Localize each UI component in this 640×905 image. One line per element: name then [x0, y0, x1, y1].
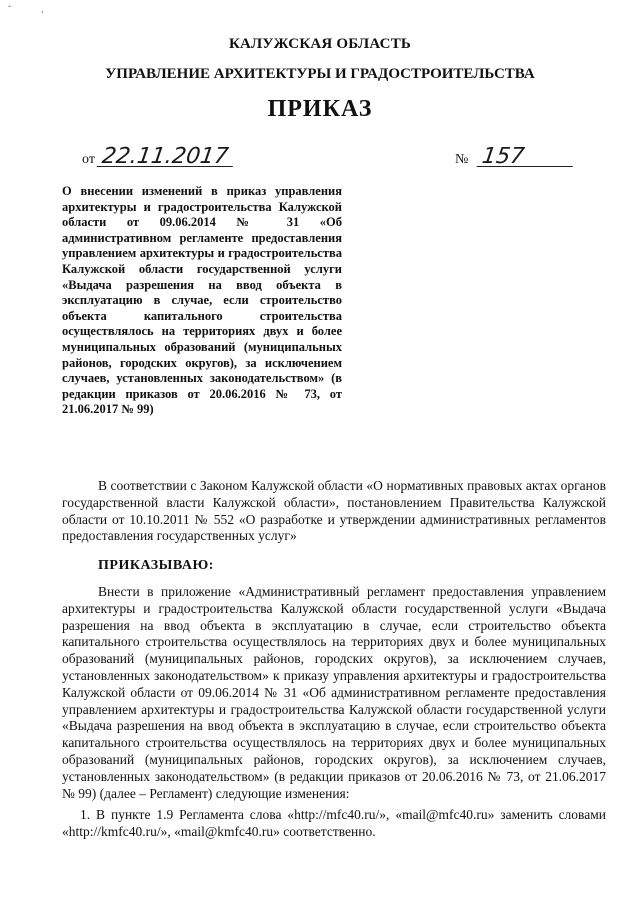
preamble-paragraph: В соответствии с Законом Калужской области «О нормативных правовых актах органов государственной власти Калужской области», постановлением Правительства Калужской области от 10.10.2011 № 552 «О разработке и утверждении административных регламентов предоставления государственных услуг» — [62, 478, 606, 544]
date-line — [82, 144, 234, 169]
handwritten-date: 22.11.2017 — [97, 148, 236, 167]
handwritten-number: 157 — [477, 148, 576, 167]
list-item-1: 1. В пункте 1.9 Регламента слова «http://mfc40.ru/», «mail@mfc40.ru» заменить словами «http://kmfc40.ru/», «mail@kmfc40.ru» соответственно. — [62, 807, 606, 839]
document-title: ПРИКАЗ — [267, 96, 373, 122]
main-paragraph: Внести в приложение «Административный регламент предоставления управлением архитектуры и градостроительства Калужской области государственной услуги «Выдача разрешения на ввод объекта в эксплуатацию в случае, если строительство объекта капитального строительства осуществлялось на территориях двух и более муниципальных образований (муниципальных районов, городских округов), за исключением случаев, установленных законодательством» к приказу управления архитектуры и градостроительства Калужской области от 09.06.2014 № 31 «Об административном регламенте предоставления управлением архитектуры и градостроительства Калужской области государственной услуги «Выдача разрешения на ввод объекта в эксплуатацию в случае, если строительство объекта капитального строительства осуществлялось на территориях двух и более муниципальных образований (муниципальных районов, городских округов), за исключением случаев, установленных законодательством» (в редакции приказов от 20.06.2016 № 73, от 21.06.2017 № 99) (далее – Регламент) следующие изменения: — [62, 584, 606, 801]
date-prefix: от — [82, 152, 95, 167]
region-heading: КАЛУЖСКАЯ ОБЛАСТЬ — [228, 36, 412, 52]
order-directive: ПРИКАЗЫВАЮ: — [98, 558, 214, 573]
scan-artifact-marks: ˇ , — [8, 4, 58, 14]
order-subject: О внесении изменений в приказ управления архитектуры и градостроительства Калужской области от 09.06.2014 № 31 «Об административном регламенте предоставления управлением архитектуры и градостроительства Калужской области государственной услуги «Выдача разрешения на ввод объекта в эксплуатацию в случае, если строительство объекта капитального строительства осуществлялось на территориях двух и более муниципальных образований (муниципальных районов, городских округов), за исключением случаев, установленных законодательством» (в редакции приказов от 20.06.2016 № 73, от 21.06.2017 № 99) — [62, 184, 342, 417]
number-prefix: № — [455, 152, 469, 167]
number-line — [455, 144, 574, 169]
department-heading: УПРАВЛЕНИЕ АРХИТЕКТУРЫ И ГРАДОСТРОИТЕЛЬСТВА — [105, 66, 535, 82]
